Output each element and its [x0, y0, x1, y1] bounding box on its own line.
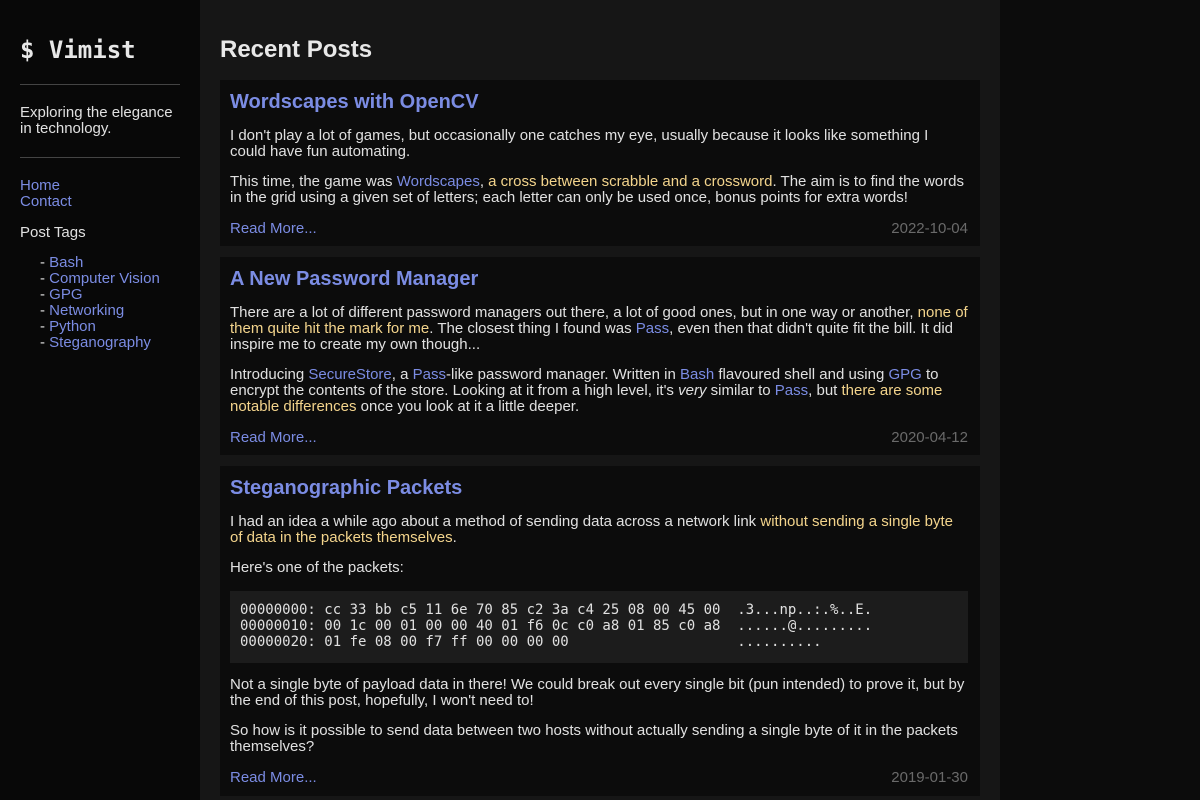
link-pass[interactable]: Pass: [412, 366, 446, 383]
tag-link-bash[interactable]: Bash: [49, 254, 84, 271]
link-gpg[interactable]: GPG: [888, 366, 922, 383]
tag-item: - Python: [40, 318, 96, 335]
site-logo[interactable]: $ Vimist: [20, 36, 136, 64]
link-pass[interactable]: Pass: [635, 320, 670, 337]
highlight-text: there are some notable differences: [230, 382, 943, 415]
hexdump-line: 00000000: cc 33 bb c5 11 6e 70 85 c2 3a c4 25 08 00 45 00 .3...np..:.%..E.: [240, 602, 873, 618]
link-bash[interactable]: Bash: [680, 366, 715, 383]
read-more-link[interactable]: Read More...: [230, 429, 317, 446]
tag-link-steganography[interactable]: Steganography: [49, 334, 151, 351]
tag-link-gpg[interactable]: GPG: [49, 286, 83, 303]
post-paragraph: So how is it possible to send data between two hosts without actually sending a single byte of it in the packets themselves?: [230, 722, 958, 755]
post-paragraph: Not a single byte of payload data in there! We could break out every single bit (pun intended) to prove it, but by the end of this post, hopefully, I won't need to!: [230, 676, 965, 709]
highlight-text: without sending a single byte of data in the packets themselves: [230, 513, 953, 546]
tag-item: - Steganography: [40, 334, 151, 351]
tag-link-python[interactable]: Python: [49, 318, 96, 335]
post-paragraph: There are a lot of different password managers out there, a lot of good ones, but in one way or another, none of them quite hit the mark for me. The closest thing I found was Pass, even then that didn't quite fit the bill. It did inspire me to create my own though...: [230, 304, 968, 353]
read-more-link[interactable]: Read More...: [230, 769, 317, 786]
post-tags-heading: Post Tags: [20, 224, 86, 241]
tag-item: - Computer Vision: [40, 270, 160, 287]
post-title[interactable]: A New Password Manager: [230, 268, 479, 290]
page-title: Recent Posts: [220, 36, 373, 63]
nav-contact-link[interactable]: Contact: [20, 193, 72, 210]
link-securestore[interactable]: SecureStore: [308, 366, 392, 383]
post-card: [220, 80, 980, 246]
hexdump-line: 00000010: 00 1c 00 01 00 00 40 01 f6 0c c0 a8 01 85 c0 a8 ......@.........: [240, 618, 873, 634]
tag-link-networking[interactable]: Networking: [49, 302, 125, 319]
highlight-text: none of them quite hit the mark for me: [230, 304, 968, 337]
post-card: [220, 257, 980, 455]
hexdump-line: 00000020: 01 fe 08 00 f7 ff 00 00 00 00 ..........: [240, 634, 822, 650]
post-title[interactable]: Wordscapes with OpenCV: [230, 91, 479, 113]
tag-list: [40, 255, 160, 351]
link-pass[interactable]: Pass: [774, 382, 809, 399]
post-date: 2022-10-04: [891, 220, 968, 237]
post-card: [220, 466, 980, 796]
main-content: [200, 0, 1000, 800]
post-paragraph: I don't play a lot of games, but occasionally one catches my eye, usually because it looks like something I could have fun automating.: [230, 127, 929, 160]
post-paragraph: I had an idea a while ago about a method of sending data across a network link without sending a single byte of data in the packets themselves.: [230, 513, 953, 546]
nav-home-link[interactable]: Home: [20, 177, 61, 194]
page-background-right: [1000, 0, 1200, 800]
link-wordscapes[interactable]: Wordscapes: [396, 173, 480, 190]
tag-item: - GPG: [40, 286, 83, 303]
tag-link-computer-vision[interactable]: Computer Vision: [49, 270, 160, 287]
sidebar: [0, 0, 200, 800]
hexdump-code-block: [230, 591, 968, 663]
site-tagline: Exploring the elegance in technology.: [20, 104, 173, 137]
post-paragraph: Introducing SecureStore, a Pass-like password manager. Written in Bash flavoured shell and using GPG to encrypt the contents of the store. Looking at it from a high level, it's very similar to Pass, but there are some notable differences once you look at it a little deeper.: [230, 366, 943, 415]
post-date: 2019-01-30: [891, 769, 968, 786]
tag-item: - Bash: [40, 254, 84, 271]
post-paragraph: Here's one of the packets:: [230, 559, 404, 576]
post-date: 2020-04-12: [891, 429, 968, 446]
read-more-link[interactable]: Read More...: [230, 220, 317, 237]
tag-item: - Networking: [40, 302, 125, 319]
post-paragraph: This time, the game was Wordscapes, a cross between scrabble and a crossword. The aim is to find the words in the grid using a given set of letters; each letter can only be used once, bonus points for extra words!: [230, 173, 964, 206]
highlight-text: a cross between scrabble and a crossword: [488, 173, 773, 190]
divider: [20, 157, 180, 158]
main-nav: [20, 178, 72, 210]
divider: [20, 84, 180, 85]
post-title[interactable]: Steganographic Packets: [230, 477, 463, 499]
